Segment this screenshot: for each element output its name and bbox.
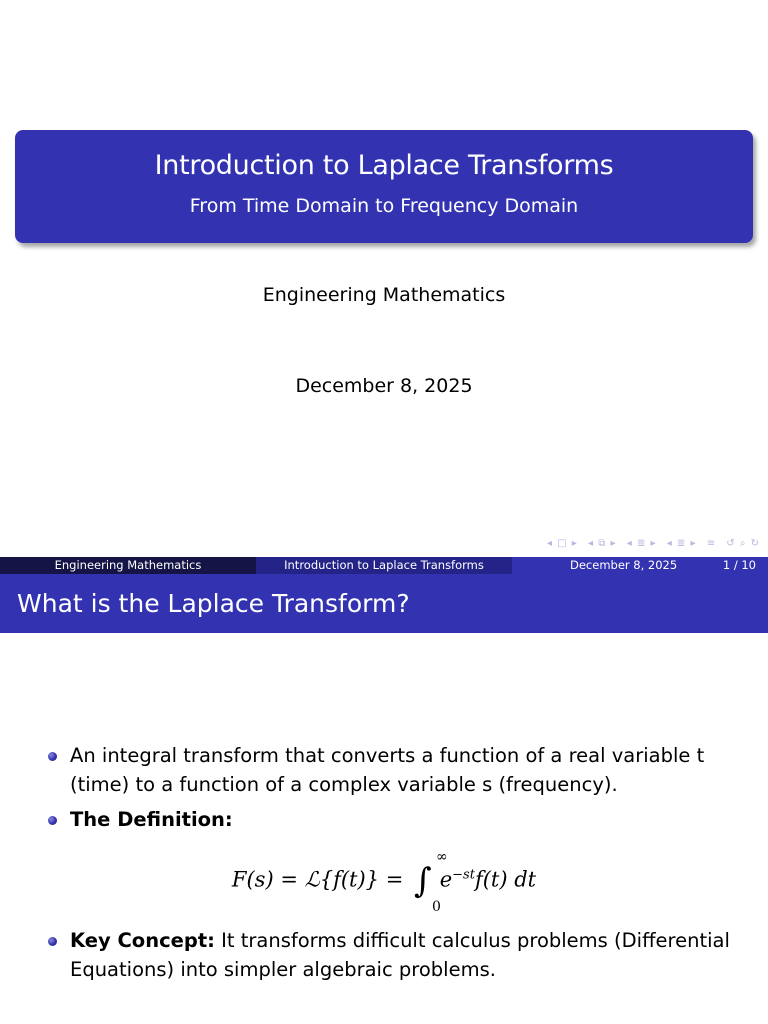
formula-exp-base: e (439, 867, 453, 892)
integral-sign: ∫ ∞ 0 (413, 849, 448, 915)
formula-lhs: F(s) = ℒ{f(t)} = (231, 867, 410, 892)
nav-align-icon[interactable]: ≡ (706, 538, 717, 549)
nav-subsection-icon[interactable]: ◂ ≣ ▸ (626, 538, 657, 549)
footer-date: December 8, 2025 (570, 558, 678, 572)
footer-bar (0, 557, 768, 574)
bullet-icon (48, 816, 57, 825)
bullet-icon (48, 752, 57, 761)
formula-exponent: −st (452, 867, 475, 883)
bullet-key-concept (70, 926, 750, 984)
footer-page-number: 1 / 10 (722, 558, 756, 572)
footer-author: Engineering Mathematics (0, 557, 256, 574)
presentation-subtitle: From Time Domain to Frequency Domain (189, 195, 579, 217)
bullet-definition-text (70, 741, 750, 799)
key-concept-text: It transforms difficult calculus problems (Differential Equations) into simpler algebraic problems. (70, 929, 730, 981)
bullet-definition-heading (70, 805, 750, 834)
definition-label: The Definition: (70, 808, 233, 831)
laplace-formula (0, 849, 768, 915)
nav-section-icon[interactable]: ◂ ≣ ▸ (666, 538, 697, 549)
footer-title: Introduction to Laplace Transforms (256, 557, 512, 574)
presentation-title: Introduction to Laplace Transforms (154, 150, 614, 181)
navigation-symbols[interactable] (541, 538, 760, 549)
footer-date-page (512, 557, 768, 574)
formula-rest: f(t) dt (474, 867, 537, 892)
nav-search-icon[interactable]: ↺ ⌕ ↻ (726, 538, 760, 549)
author: Engineering Mathematics (262, 284, 506, 306)
key-concept-label: Key Concept: (70, 929, 215, 952)
upper-limit: ∞ (435, 849, 448, 865)
bullet-icon (48, 937, 57, 946)
nav-prev-frame-icon[interactable]: ◂ □ ▸ (546, 538, 578, 549)
nav-frame-icon[interactable]: ◂ ⧉ ▸ (588, 538, 617, 549)
title-block (15, 130, 753, 243)
lower-limit: 0 (431, 899, 441, 915)
frame-content (0, 633, 768, 1024)
frame-title: What is the Laplace Transform? (0, 574, 768, 633)
bullet-text-1: An integral transform that converts a function of a real variable t (time) to a function of a complex variable s (frequency). (70, 744, 705, 796)
presentation-date: December 8, 2025 (295, 375, 473, 397)
